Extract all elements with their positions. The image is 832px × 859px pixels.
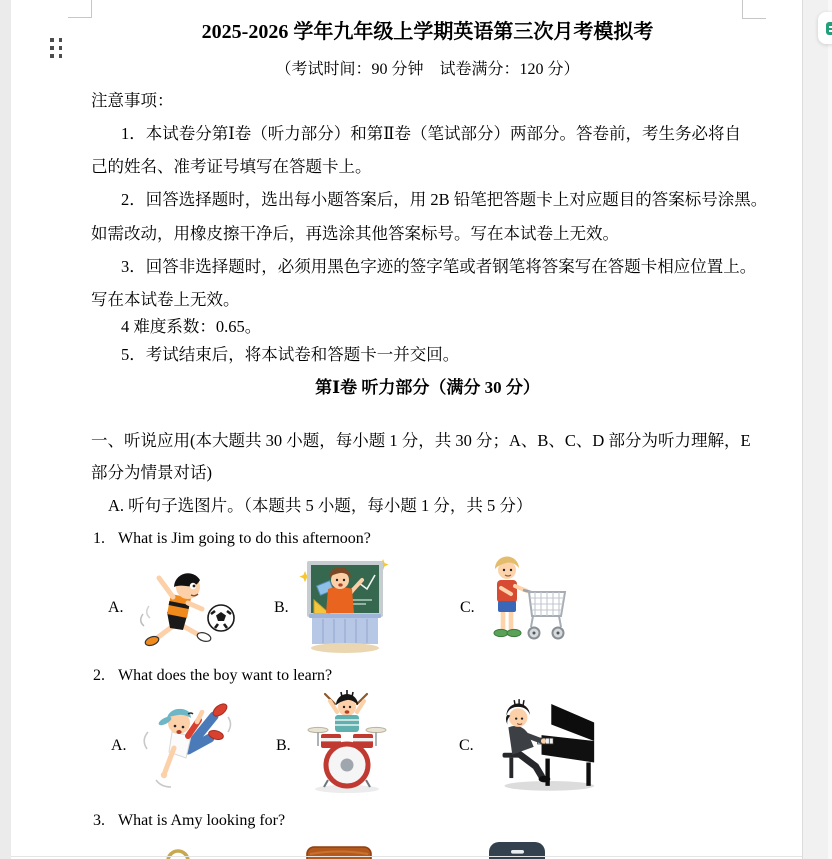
q2-option-c-label: C. bbox=[459, 737, 474, 754]
notice-item-2-line-2: 如需改动，用橡皮擦干净后，再选涂其他答案标号。写在本试卷上无效。 bbox=[91, 224, 619, 243]
margin-mark-left-vertical bbox=[91, 0, 92, 17]
q1-option-b-label: B. bbox=[274, 599, 289, 616]
piano-boy-illustration bbox=[485, 690, 600, 794]
document-page bbox=[11, 0, 802, 859]
notice-item-4: 4 难度系数：0.65。 bbox=[121, 317, 262, 336]
section1-intro-line-1: 一、听说应用(本大题共 30 小题，每小题 1 分，共 30 分；A、B、C、D 部分为听力理解，E bbox=[91, 431, 751, 450]
drummer-boy-illustration bbox=[297, 686, 394, 798]
question-2-number: 2. bbox=[93, 667, 105, 684]
question-1 bbox=[93, 528, 371, 550]
sectionA-heading: A. 听句子选图片。（本题共 5 小题，每小题 1 分，共 5 分） bbox=[108, 496, 533, 515]
q1-option-c-label: C. bbox=[460, 599, 475, 616]
exam-subtitle: （考试时间：90 分钟 试卷满分：120 分） bbox=[275, 61, 580, 78]
q1-option-a-label: A. bbox=[108, 599, 124, 616]
question-1-text: What is Jim going to do this afternoon? bbox=[118, 530, 371, 547]
drag-handle-icon[interactable] bbox=[50, 38, 63, 58]
question-2-text: What does the boy want to learn? bbox=[118, 667, 333, 684]
scrollbar-track[interactable] bbox=[828, 0, 832, 859]
section1-intro-line-2: 部分为情景对话) bbox=[91, 463, 212, 482]
notice-item-5: 5．考试结束后，将本试卷和答题卡一并交回。 bbox=[121, 345, 460, 364]
notice-item-3-line-2: 写在本试卷上无效。 bbox=[91, 290, 240, 309]
q2-option-a-label: A. bbox=[111, 737, 127, 754]
blackboard-boy-illustration bbox=[298, 556, 391, 659]
page-bottom-divider bbox=[11, 856, 802, 857]
notice-item-1-line-2: 己的姓名、准考证号填写在答题卡上。 bbox=[91, 157, 372, 176]
right-gutter bbox=[802, 0, 832, 859]
q2-option-b-label: B. bbox=[276, 737, 291, 754]
part1-heading: 第Ⅰ卷 听力部分（满分 30 分） bbox=[315, 378, 540, 397]
question-3 bbox=[93, 810, 285, 832]
floating-tool-button[interactable] bbox=[818, 12, 832, 44]
notice-item-2-line-1: 2．回答选择题时，选出每小题答案后，用 2B 铅笔把答题卡上对应题目的答案标号涂黑。 bbox=[121, 190, 768, 209]
notice-heading: 注意事项： bbox=[91, 91, 174, 110]
question-1-number: 1. bbox=[93, 530, 105, 547]
notice-item-1-line-1: 1．本试卷分第Ⅰ卷（听力部分）和第Ⅱ卷（笔试部分）两部分。答卷前，考生务必将自 bbox=[121, 124, 741, 143]
shopping-cart-boy-illustration bbox=[477, 550, 569, 660]
question-2 bbox=[93, 665, 332, 687]
question-3-number: 3. bbox=[93, 812, 105, 829]
document-tool-icon bbox=[826, 22, 832, 35]
soccer-boy-illustration bbox=[133, 556, 241, 656]
page-title: 2025-2026 学年九年级上学期英语第三次月考模拟考 bbox=[201, 21, 654, 43]
margin-mark-left-horizontal bbox=[68, 17, 92, 18]
notice-item-3-line-1: 3．回答非选择题时，必须用黑色字迹的签字笔或者钢笔将答案写在答题卡相应位置上。 bbox=[121, 257, 757, 276]
margin-mark-right-vertical bbox=[742, 0, 743, 18]
question-3-text: What is Amy looking for? bbox=[118, 812, 286, 829]
breakdancing-boy-illustration bbox=[136, 688, 241, 800]
